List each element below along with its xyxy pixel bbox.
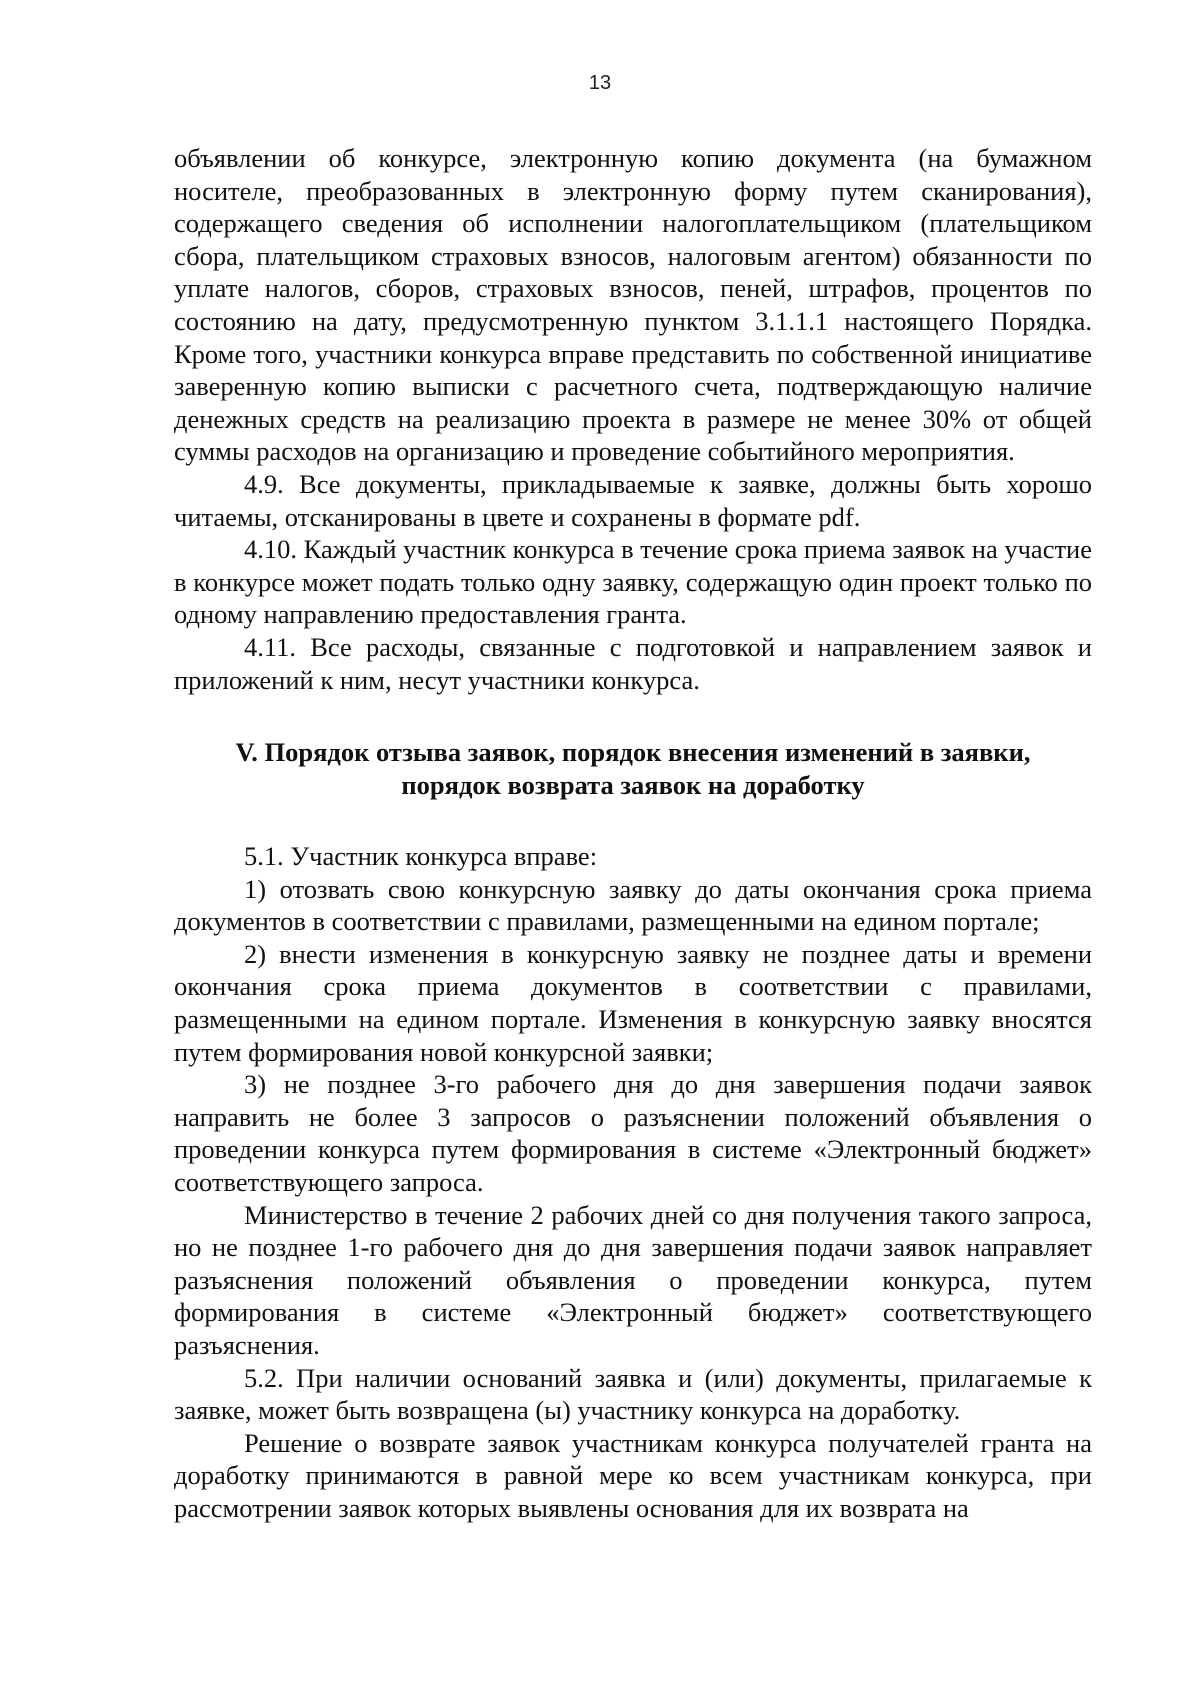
section-heading-line2: порядок возврата заявок на доработку — [401, 770, 865, 801]
paragraph-5-1-item-3: 3) не позднее 3-го рабочего дня до дня завершения подачи заявок направить не более 3 запросов о разъяснении положений объявления о проведении конкурса путем формирования в системе «Электронный бюджет» соответствующего запроса. — [174, 1069, 1092, 1198]
section-heading-line1: V. Порядок отзыва заявок, порядок внесения изменений в заявки, — [235, 737, 1031, 768]
paragraph-5-1: 5.1. Участник конкурса вправе: — [244, 841, 598, 872]
paragraph-4-11: 4.11. Все расходы, связанные с подготовкой и направлением заявок и приложений к ним, несут участники конкурса. — [174, 631, 1092, 695]
paragraph-ministry: Министерство в течение 2 рабочих дней со дня получения такого запроса, но не позднее 1-го рабочего дня до дня завершения подачи заявок направляет разъяснения положений объявления о проведении конкурса, путем формирования в системе «Электронный бюджет» соответствующего разъяснения. — [174, 1199, 1092, 1360]
section-heading — [174, 736, 1092, 802]
document-body — [174, 142, 1092, 1525]
paragraph-5-1-item-2: 2) внести изменения в конкурсную заявку не позднее даты и времени окончания срока приема документов в соответствии с правилами, размещенными на едином портале. Изменения в конкурсную заявку вносятся путем формирования новой конкурсной заявки; — [174, 938, 1092, 1067]
paragraph-5-2: 5.2. При наличии оснований заявка и (или) документы, прилагаемые к заявке, может быть возвращена (ы) участнику конкурса на доработку. — [174, 1362, 1092, 1426]
page-number: 13 — [588, 72, 612, 94]
paragraph-5-1-item-1: 1) отозвать свою конкурсную заявку до даты окончания срока приема документов в соответствии с правилами, размещенными на едином портале; — [174, 873, 1092, 937]
paragraph-continuation: объявлении об конкурсе, электронную копию документа (на бумажном носителе, преобразованных в электронную форму путем сканирования), содержащего сведения об исполнении налогоплательщиком (плательщиком сбора, плательщиком страховых взносов, налоговым агентом) обязанности по уплате налогов, сборов, страховых взносов, пеней, штрафов, процентов по состоянию на дату, предусмотренную пунктом 3.1.1.1 настоящего Порядка. Кроме того, участники конкурса вправе представить по собственной инициативе заверенную копию выписки с расчетного счета, подтверждающую наличие денежных средств на реализацию проекта в размере не менее 30% от общей суммы расходов на организацию и проведение событийного мероприятия. — [174, 143, 1092, 467]
paragraph-decision: Решение о возврате заявок участникам конкурса получателей гранта на доработку принимаются в равной мере ко всем участникам конкурса, при рассмотрении заявок которых выявлены основания для их возврата на — [174, 1427, 1092, 1523]
paragraph-4-10: 4.10. Каждый участник конкурса в течение срока приема заявок на участие в конкурсе может подать только одну заявку, содержащую один проект только по одному направлению предоставления гранта. — [174, 534, 1092, 630]
paragraph-4-9: 4.9. Все документы, прикладываемые к заявке, должны быть хорошо читаемы, отсканированы в цвете и сохранены в формате pdf. — [174, 468, 1092, 532]
